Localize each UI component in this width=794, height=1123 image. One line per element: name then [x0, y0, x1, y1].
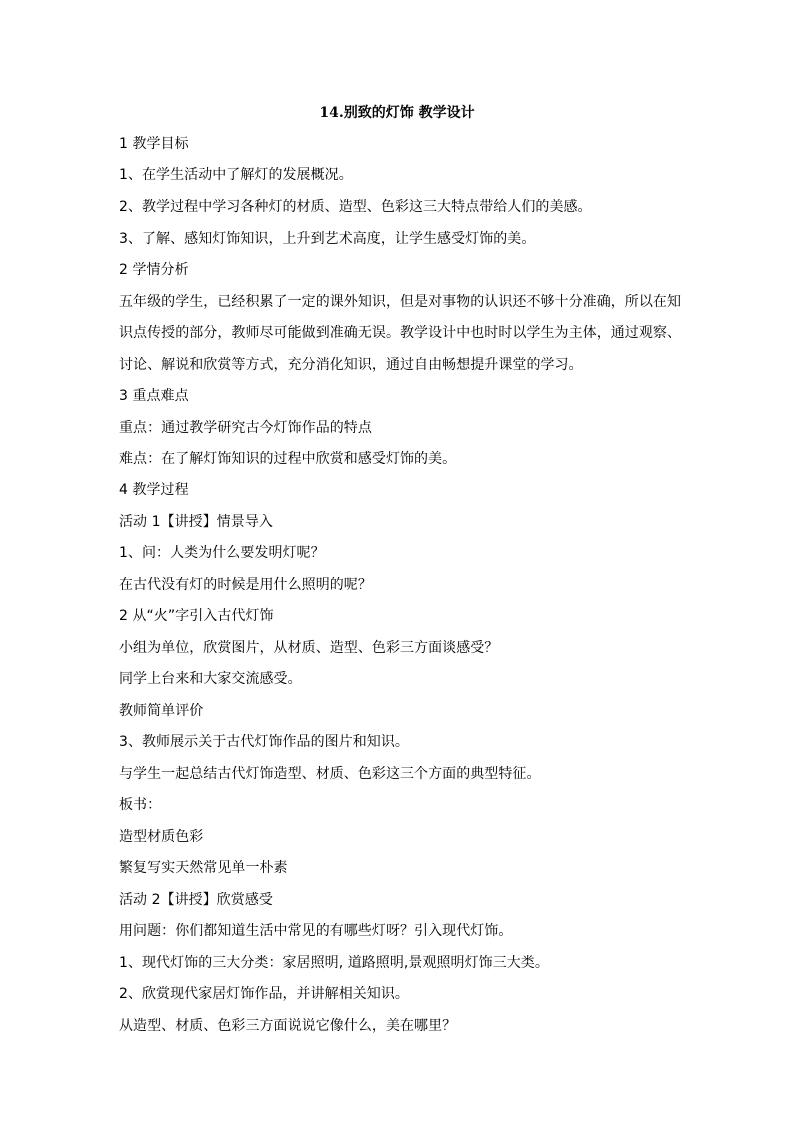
section-heading-analysis: 2 学情分析 — [119, 262, 189, 278]
paragraph-line: 难点：在了解灯饰知识的过程中欣赏和感受灯饰的美。 — [119, 451, 457, 467]
paragraph-line: 识点传授的部分，教师尽可能做到准确无误。教学设计中也时时以学生为主体，通过观察、 — [119, 325, 681, 341]
paragraph-line: 3、教师展示关于古代灯饰作品的图片和知识。 — [119, 734, 409, 750]
paragraph-line: 教师简单评价 — [119, 703, 204, 719]
paragraph-line: 讨论、解说和欣赏等方式，充分消化知识，通过自由畅想提升课堂的学习。 — [119, 357, 583, 373]
paragraph-line: 3、了解、感知灯饰知识，上升到艺术高度，让学生感受灯饰的美。 — [119, 231, 536, 247]
section-heading-key-points: 3 重点难点 — [119, 388, 189, 404]
paragraph-line: 板书： — [119, 797, 162, 813]
paragraph-line: 2、欣赏现代家居灯饰作品，并讲解相关知识。 — [119, 986, 409, 1002]
section-heading-process: 4 教学过程 — [119, 482, 189, 498]
paragraph-line: 与学生一起总结古代灯饰造型、材质、色彩这三个方面的典型特征。 — [119, 766, 541, 782]
document-title: 14.别致的灯饰 教学设计 — [319, 105, 475, 121]
paragraph-line: 从造型、材质、色彩三方面说说它像什么，美在哪里？ — [119, 1018, 457, 1034]
paragraph-line: 2 从“火”字引入古代灯饰 — [119, 608, 274, 624]
paragraph-line: 重点：通过教学研究古今灯饰作品的特点 — [119, 420, 372, 436]
paragraph-line: 2、教学过程中学习各种灯的材质、造型、色彩这三大特点带给人们的美感。 — [119, 199, 592, 215]
paragraph-line: 繁复写实天然常见单一朴素 — [119, 860, 288, 876]
activity-heading: 活动 1【讲授】情景导入 — [119, 514, 273, 530]
paragraph-line: 用问题：你们都知道生活中常见的有哪些灯呀？引入现代灯饰。 — [119, 923, 513, 939]
paragraph-line: 同学上台来和大家交流感受。 — [119, 671, 302, 687]
paragraph-line: 五年级的学生，已经积累了一定的课外知识，但是对事物的认识还不够十分准确，所以在知 — [119, 294, 681, 310]
paragraph-line: 在古代没有灯的时候是用什么照明的呢？ — [119, 577, 372, 593]
section-heading-objectives: 1 教学目标 — [119, 136, 189, 152]
paragraph-line: 造型材质色彩 — [119, 829, 204, 845]
paragraph-line: 1、在学生活动中了解灯的发展概况。 — [119, 167, 353, 183]
paragraph-line: 小组为单位，欣赏图片，从材质、造型、色彩三方面谈感受？ — [119, 640, 499, 656]
activity-heading: 活动 2【讲授】欣赏感受 — [119, 892, 273, 908]
paragraph-line: 1、现代灯饰的三大分类：家居照明, 道路照明,景观照明灯饰三大类。 — [119, 955, 549, 971]
paragraph-line: 1、问：人类为什么要发明灯呢？ — [119, 545, 325, 561]
